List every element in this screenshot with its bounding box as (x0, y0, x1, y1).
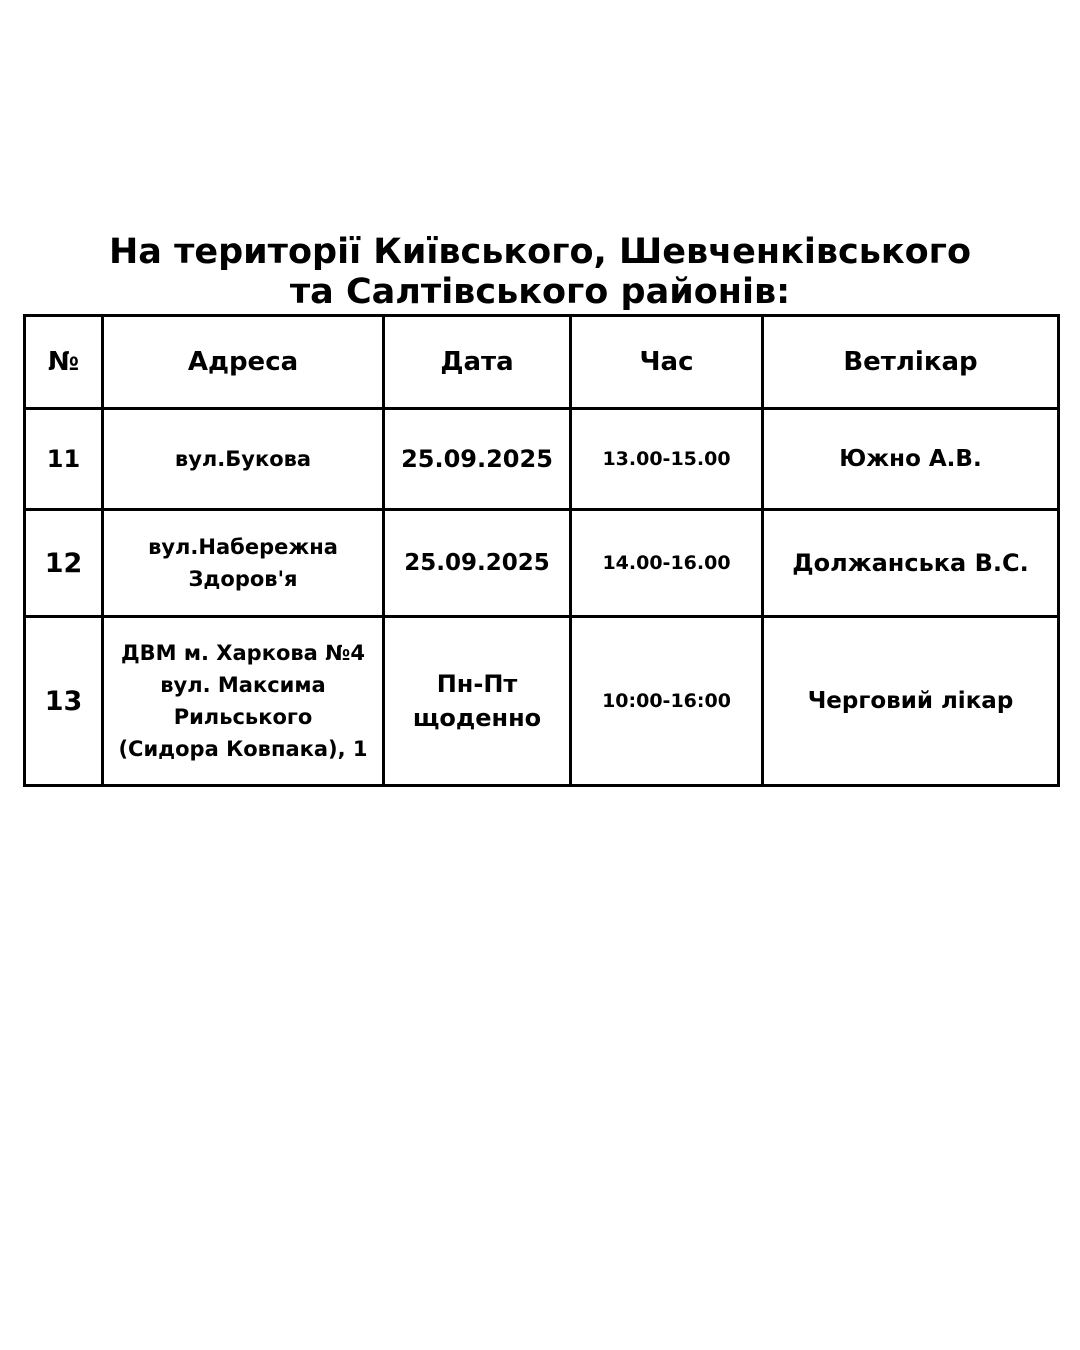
row-number: 12 (25, 510, 103, 617)
title-line-2: та Салтівського районів: (289, 272, 791, 312)
row-address (103, 409, 384, 510)
header-vet: Ветлікар (763, 316, 1059, 409)
row-address (103, 510, 384, 617)
row-address (103, 617, 384, 786)
row-time: 14.00-16.00 (571, 510, 763, 617)
date-line: Пн-Пт (436, 670, 518, 698)
row-vet: Черговий лікар (763, 617, 1059, 786)
row-date (384, 617, 571, 786)
header-date: Дата (384, 316, 571, 409)
table-row (25, 617, 1059, 786)
address-line: вул. Максима (160, 673, 326, 697)
table-header-row (25, 316, 1059, 409)
row-vet: Должанська В.С. (763, 510, 1059, 617)
row-time: 10:00-16:00 (571, 617, 763, 786)
address-line: вул.Набережна (148, 535, 338, 559)
row-date (384, 510, 571, 617)
date-line: щоденно (412, 704, 542, 732)
address-line: ДВМ м. Харкова №4 (120, 641, 366, 665)
header-time: Час (571, 316, 763, 409)
title-line-1: На території Київського, Шевченківського (108, 232, 971, 272)
row-time: 13.00-15.00 (571, 409, 763, 510)
address-line: (Сидора Ковпака), 1 (118, 737, 368, 761)
schedule-table (23, 314, 1060, 787)
page-title (0, 232, 1080, 312)
date-line: 25.09.2025 (404, 550, 550, 576)
row-number: 13 (25, 617, 103, 786)
address-line: Рильського (173, 705, 313, 729)
table-row (25, 409, 1059, 510)
address-line: вул.Букова (174, 447, 312, 471)
table-row (25, 510, 1059, 617)
row-number: 11 (25, 409, 103, 510)
row-date (384, 409, 571, 510)
row-vet: Южно А.В. (763, 409, 1059, 510)
address-line: Здоров'я (188, 567, 298, 591)
header-address: Адреса (103, 316, 384, 409)
date-line: 25.09.2025 (401, 445, 553, 473)
header-num: № (25, 316, 103, 409)
